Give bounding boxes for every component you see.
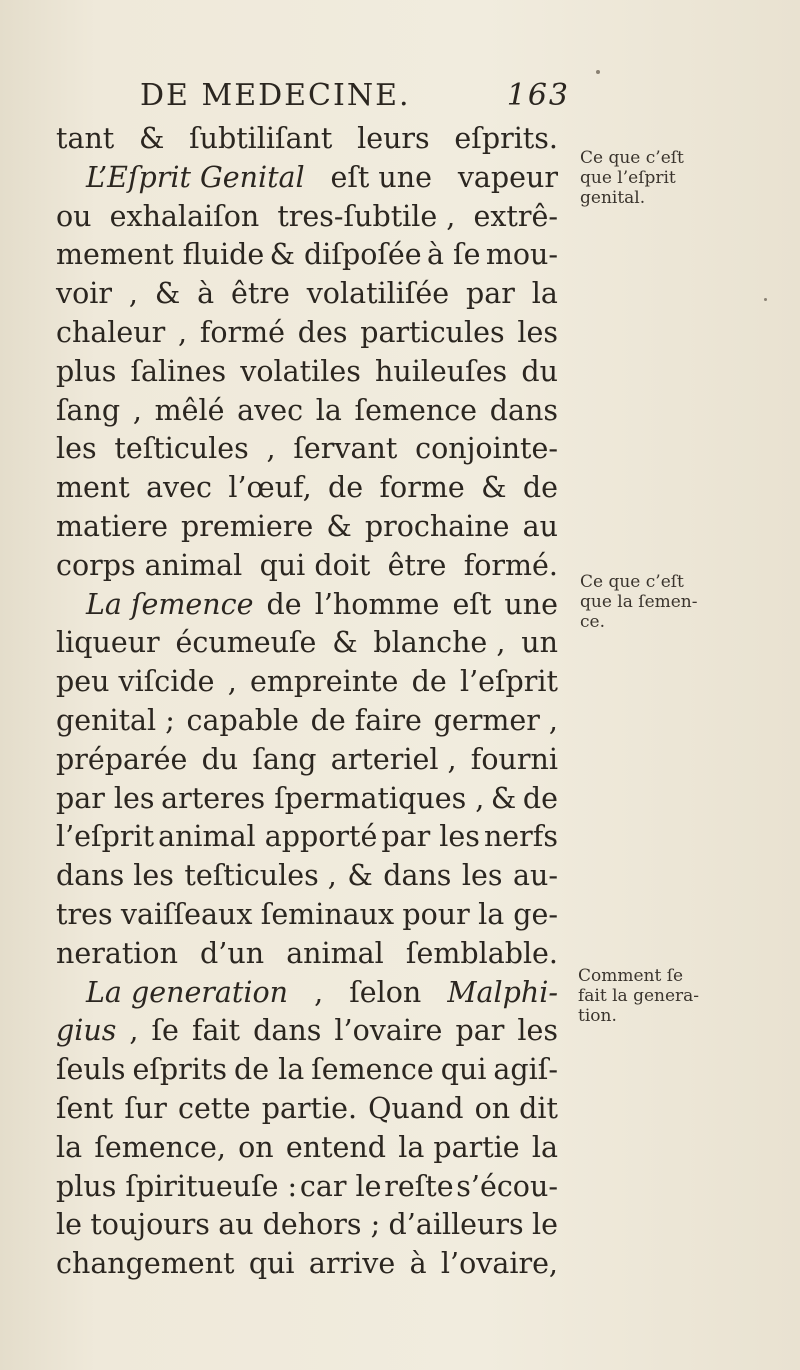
word: &: [154, 277, 181, 311]
main-text-block: [56, 120, 558, 1284]
word: l’ovaire: [334, 1014, 443, 1048]
word: germer ,: [433, 703, 558, 737]
word: genital ;: [56, 703, 175, 737]
word: leurs: [357, 122, 430, 155]
word: ſubtiliſant: [189, 122, 333, 155]
word: ſalines: [130, 354, 227, 388]
text-line: [56, 780, 558, 819]
word: au dehors ;: [218, 1208, 381, 1242]
word: & diſpoſée: [269, 238, 422, 272]
word: ment: [56, 471, 130, 505]
word: peu viſcide: [56, 665, 215, 699]
word: ſent: [56, 1091, 114, 1125]
word: eſt: [452, 587, 492, 621]
word: s’écou-: [456, 1169, 558, 1203]
word: par: [455, 1014, 505, 1048]
word: mou-: [485, 238, 558, 272]
margin-note-line: ce.: [580, 612, 605, 632]
word: plus ſpiritueuſe :: [56, 1169, 298, 1203]
text-line: [56, 1206, 558, 1245]
word: Quand: [368, 1091, 464, 1125]
word: on dit: [474, 1091, 558, 1125]
word: l’homme: [314, 587, 440, 621]
word: des: [297, 315, 348, 349]
word: être: [231, 277, 290, 311]
word: gius: [56, 1014, 117, 1048]
word: eſprits.: [454, 122, 558, 155]
text-line: [56, 586, 558, 625]
text-line: [56, 469, 558, 508]
word: les: [461, 859, 503, 893]
running-title: DE MEDECINE.: [140, 78, 411, 113]
word: de: [328, 471, 364, 505]
word: du: [201, 742, 239, 776]
word: &: [326, 509, 352, 543]
word: par les: [381, 820, 480, 854]
word: agiſ-: [493, 1053, 558, 1087]
word: entend: [285, 1130, 386, 1164]
word: capable: [186, 703, 299, 737]
word: ſemence,: [94, 1130, 226, 1164]
text-line: [56, 857, 558, 896]
word: L’Eſprit Genital: [86, 160, 305, 194]
margin-note-line: que la ſemen-: [580, 592, 698, 612]
word: tres: [56, 897, 113, 931]
word: vapeur: [457, 160, 558, 194]
word: ſelon: [349, 975, 422, 1009]
word: un: [521, 626, 558, 660]
word: nerfs: [483, 820, 558, 854]
word: au: [522, 509, 558, 543]
word: par les: [56, 781, 155, 815]
word: Malphi-: [447, 975, 558, 1009]
word: fait: [191, 1014, 241, 1048]
word: mement fluide: [56, 238, 265, 272]
word: ſur: [124, 1091, 167, 1125]
word: particules: [360, 315, 505, 349]
text-line: [56, 663, 558, 702]
word: de: [522, 781, 558, 815]
word: arrive: [308, 1247, 396, 1281]
margin-note-line: que l’eſprit: [580, 168, 676, 188]
text-line: [56, 1012, 558, 1051]
word: de: [266, 587, 302, 621]
word: de: [522, 471, 558, 505]
word: le: [532, 1208, 558, 1242]
word: la: [56, 1130, 83, 1164]
word: la: [531, 1130, 558, 1164]
word: formé: [199, 315, 286, 349]
word: vaiſſeaux: [120, 897, 253, 931]
text-line: [56, 430, 558, 469]
margin-note-line: Comment ſe: [578, 966, 684, 986]
word: la: [531, 277, 558, 311]
text-line: [56, 1090, 558, 1129]
word: teſticules ,: [184, 859, 337, 893]
margin-note-semence: [580, 572, 730, 632]
word: cette: [177, 1091, 251, 1125]
text-line: [56, 236, 558, 275]
text-line: [56, 314, 558, 353]
word: animal: [286, 936, 384, 970]
text-line: [56, 1051, 558, 1090]
word: &: [347, 859, 373, 893]
word: &: [490, 781, 517, 815]
word: arteriel ,: [330, 742, 457, 776]
margin-note-esprit-genital: [580, 148, 730, 208]
word: qui: [440, 1053, 487, 1087]
word: l’œuf,: [228, 471, 312, 505]
word: du: [521, 354, 558, 388]
word: La ſemence: [86, 587, 254, 621]
word: ſervant: [293, 432, 398, 466]
word: une: [504, 587, 558, 621]
text-line: [56, 741, 558, 780]
ink-speck: [764, 298, 767, 301]
word: tres-ſubtile ,: [277, 199, 456, 233]
word: &: [481, 471, 507, 505]
word: ,: [129, 1014, 139, 1048]
word: empreinte: [249, 665, 399, 699]
word: forme: [379, 471, 465, 505]
text-line: [56, 120, 558, 159]
text-line: [56, 547, 558, 586]
word: le: [56, 1208, 82, 1242]
word: volatiles: [240, 354, 361, 388]
word: ſeuls: [56, 1053, 126, 1087]
word: volatiliſée: [306, 277, 450, 311]
margin-note-line: fait la genera-: [578, 986, 700, 1006]
word: ,: [227, 665, 237, 699]
word: la partie: [398, 1130, 520, 1164]
word: conjointe-: [415, 432, 558, 466]
word: formé.: [463, 548, 558, 582]
word: dans: [383, 859, 452, 893]
text-line: [56, 818, 558, 857]
word: extrê-: [473, 199, 558, 233]
word: les: [56, 432, 97, 466]
margin-note-line: Ce que c’eſt: [580, 148, 684, 168]
word: pour: [402, 897, 470, 931]
ink-speck: [596, 70, 600, 74]
word: liqueur: [56, 626, 160, 660]
word: ,: [266, 432, 276, 466]
word: premiere: [181, 509, 314, 543]
word: reſte: [384, 1169, 454, 1203]
word: de la: [233, 1053, 305, 1087]
text-line: [56, 702, 558, 741]
word: arteres ſpermatiques ,: [161, 781, 485, 815]
word: la: [315, 393, 342, 427]
word: à: [197, 277, 215, 311]
word: qui: [248, 1247, 295, 1281]
word: eſt une: [330, 160, 432, 194]
text-line: [56, 1245, 558, 1284]
text-line: [56, 974, 558, 1013]
word: au-: [513, 859, 558, 893]
word: exhalaiſon: [109, 199, 260, 233]
word: l’ovaire,: [440, 1247, 558, 1281]
word: &: [138, 122, 165, 155]
text-line: [56, 1168, 558, 1207]
word: ſe: [151, 1014, 179, 1048]
word: corps animal: [56, 548, 243, 582]
word: préparée: [56, 742, 188, 776]
word: par: [466, 277, 515, 311]
word: La generation: [86, 975, 289, 1009]
word: eſprits: [132, 1053, 227, 1087]
page-number: 163: [506, 78, 570, 113]
word: écumeuſe: [175, 626, 317, 660]
word: ſeminaux: [260, 897, 395, 931]
text-line: [56, 1129, 558, 1168]
word: de faire: [310, 703, 422, 737]
word: chaleur: [56, 315, 166, 349]
word: voir: [56, 277, 112, 311]
word: &: [332, 626, 358, 660]
word: qui doit: [259, 548, 371, 582]
word: mêlé: [154, 393, 225, 427]
word: dans les: [56, 859, 174, 893]
word: les: [517, 315, 558, 349]
word: ſemblable.: [405, 936, 558, 970]
word: ,: [128, 277, 138, 311]
word: plus: [56, 354, 117, 388]
margin-note-generation: [578, 966, 728, 1026]
text-line: [56, 353, 558, 392]
word: huileuſes: [374, 354, 508, 388]
running-header: [140, 78, 570, 122]
word: fourni: [470, 742, 558, 776]
margin-note-line: genital.: [580, 188, 646, 208]
word: car le: [299, 1169, 382, 1203]
word: ou: [56, 199, 92, 233]
text-line: [56, 392, 558, 431]
word: dans: [489, 393, 558, 427]
word: on: [238, 1130, 274, 1164]
word: toujours: [90, 1208, 210, 1242]
word: teſticules: [114, 432, 249, 466]
word: ſang: [252, 742, 317, 776]
word: avec: [237, 393, 304, 427]
text-line: [56, 896, 558, 935]
margin-note-line: Ce que c’eſt: [580, 572, 684, 592]
word: la ge-: [478, 897, 558, 931]
word: l’eſprit: [56, 820, 155, 854]
text-line: [56, 198, 558, 237]
word: d’ailleurs: [388, 1208, 524, 1242]
word: avec: [146, 471, 212, 505]
word: les: [517, 1014, 558, 1048]
word: l’eſprit: [459, 665, 558, 699]
text-line: [56, 159, 558, 198]
word: matiere: [56, 509, 168, 543]
word: ,: [314, 975, 324, 1009]
word: de: [411, 665, 447, 699]
word: à ſe: [427, 238, 481, 272]
word: ſang: [56, 393, 121, 427]
text-line: [56, 275, 558, 314]
word: animal apporté: [158, 820, 378, 854]
word: prochaine: [364, 509, 510, 543]
word: être: [387, 548, 447, 582]
text-line: [56, 508, 558, 547]
word: ſemence: [354, 393, 478, 427]
word: ſemence: [311, 1053, 434, 1087]
word: neration: [56, 936, 178, 970]
word: ,: [132, 393, 142, 427]
text-line: [56, 624, 558, 663]
word: tant: [56, 122, 115, 155]
word: blanche ,: [373, 626, 506, 660]
word: à: [409, 1247, 427, 1281]
margin-note-line: tion.: [578, 1006, 617, 1026]
word: changement: [56, 1247, 235, 1281]
word: d’un: [200, 936, 265, 970]
word: partie.: [261, 1091, 358, 1125]
text-line: [56, 935, 558, 974]
word: dans: [253, 1014, 322, 1048]
word: ,: [178, 315, 188, 349]
